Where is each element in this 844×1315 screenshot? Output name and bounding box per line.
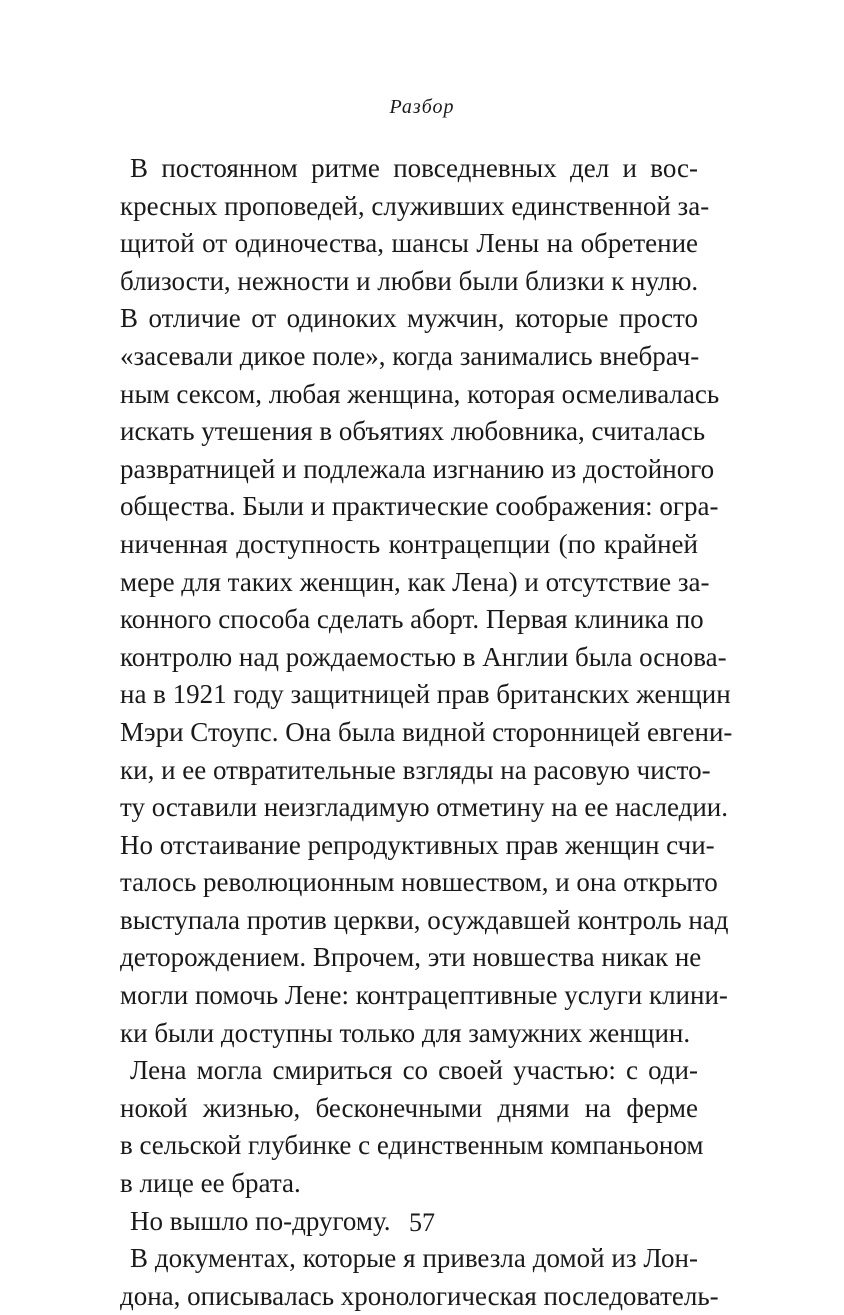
text-line: Лена могла смириться со своей участью: с оди- bbox=[130, 1055, 698, 1086]
text-line: щитой от одиночества, шансы Лены на обретение bbox=[120, 228, 698, 259]
text-line: В постоянном ритме повседневных дел и вос- bbox=[130, 153, 698, 183]
paragraph bbox=[120, 1052, 704, 1202]
text-line: контролю над рождаемостью в Англии была основа- bbox=[120, 641, 727, 672]
text-line: в сельской глубинке с единственным компаньоном bbox=[120, 1130, 704, 1161]
text-line: кресных проповедей, служивших единственной за- bbox=[120, 190, 710, 221]
text-line: Мэри Стоупс. Она была видной сторонницей евгени- bbox=[120, 716, 733, 747]
text-line: на в 1921 году защитницей прав британских женщин bbox=[120, 679, 731, 710]
body-text bbox=[120, 150, 733, 1315]
paragraph bbox=[120, 1240, 719, 1315]
text-line: деторождением. Впрочем, эти новшества никак не bbox=[120, 942, 702, 973]
text-line: мере для таких женщин, как Лена) и отсутствие за- bbox=[120, 566, 710, 597]
text-line: близости, нежности и любви были близки к нулю. bbox=[120, 265, 699, 296]
text-line: выступала против церкви, осуждавшей контроль над bbox=[120, 904, 729, 935]
text-line: ки, и ее отвратительные взгляды на расовую чисто- bbox=[120, 754, 711, 785]
text-line: «засевали дикое поле», когда занимались внебрач- bbox=[120, 340, 700, 371]
text-line: В отличие от одиноких мужчин, которые просто bbox=[120, 303, 698, 334]
text-line: В документах, которые я привезла домой из Лон- bbox=[130, 1243, 698, 1274]
text-line: ту оставили неизгладимую отметину на ее наследии. bbox=[120, 792, 729, 823]
text-line: общества. Были и практические соображения: огра- bbox=[120, 491, 719, 522]
page-number: 57 bbox=[409, 1208, 435, 1237]
text-line: Но отстаивание репродуктивных прав женщин счи- bbox=[120, 829, 715, 860]
text-line: ниченная доступность контрацепции (по крайней bbox=[120, 528, 698, 559]
text-line: дона, описывалась хронологическая последователь- bbox=[120, 1280, 719, 1311]
text-line: Но вышло по-другому. bbox=[130, 1205, 391, 1236]
text-line: развратницей и подлежала изгнанию из достойного bbox=[120, 453, 715, 484]
text-line: нокой жизнью, бесконечными днями на ферме bbox=[120, 1092, 698, 1123]
paragraph bbox=[120, 150, 733, 1052]
running-head: Разбор bbox=[389, 96, 455, 118]
text-line: ным сексом, любая женщина, которая осмеливалась bbox=[120, 378, 720, 409]
text-line: ки были доступны только для замужних женщин. bbox=[120, 1017, 691, 1048]
text-line: конного способа сделать аборт. Первая клиника по bbox=[120, 604, 704, 635]
text-line: в лице ее брата. bbox=[120, 1168, 301, 1199]
text-line: талось революционным новшеством, и она открыто bbox=[120, 867, 718, 898]
text-line: могли помочь Лене: контрацептивные услуги клини- bbox=[120, 980, 728, 1011]
text-line: искать утешения в объятиях любовника, считалась bbox=[120, 416, 706, 447]
